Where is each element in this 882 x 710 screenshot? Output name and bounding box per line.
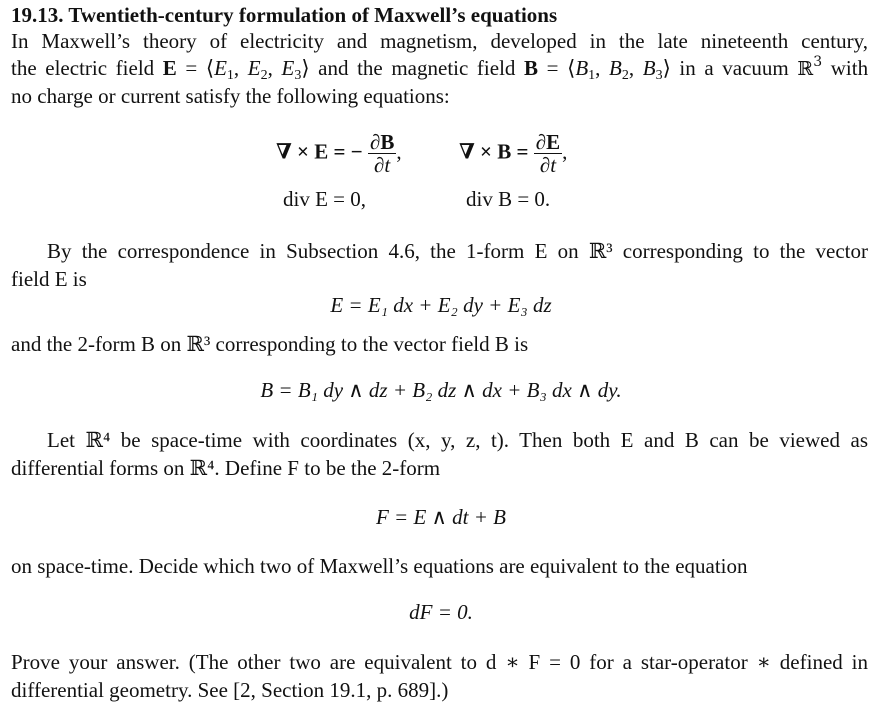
eq-F-definition: F = E ∧ dt + B (375, 505, 507, 529)
para3-line-1-text: Let ℝ⁴ be space-time with coordinates (x, y, z, t). Then both E and B can be viewed as (47, 428, 868, 452)
eq-curl-B-fraction (534, 131, 562, 176)
eq-curl-B-comma: , (562, 139, 568, 164)
eq-curl-E-den: ∂t (374, 153, 391, 177)
para3-line-1 (11, 427, 868, 453)
para4-line-1: Prove your answer. (The other two are equivalent to d ∗ F = 0 for a star-operator ∗ defined in (11, 650, 868, 674)
eq-dF-zero: dF = 0. (409, 600, 473, 624)
eq-curl-B-lhs: ∇ × B = (459, 139, 529, 164)
para2-line-1-text: By the correspondence in Subsection 4.6, the 1-form E on ℝ³ corresponding to the vector (47, 239, 868, 263)
eq-curl-B-num: ∂E (535, 130, 561, 154)
eq-curl-B-den: ∂t (539, 153, 557, 177)
intro-line-1: In Maxwell’s theory of electricity and magnetism, developed in the late nineteenth century, (11, 29, 868, 53)
eq-curl-B (459, 131, 567, 176)
intro-text-a: the electric field (11, 56, 155, 80)
math-B-vector: $B = ⟨B_1$, $B_2$, $B_3⟩$ (524, 56, 671, 83)
para3-line-3: on space-time. Decide which two of Maxwell’s equations are equivalent to the equation (11, 554, 748, 578)
eq-div-E: div E = 0, (283, 187, 367, 211)
intro-text-b: and the magnetic field (318, 56, 516, 80)
exercise-heading: 19.13. Twentieth-century formulation of Maxwell’s equations (11, 3, 558, 27)
eq-curl-E-comma: , (396, 139, 402, 164)
intro-line-3: no charge or current satisfy the following equations: (11, 84, 450, 108)
para2-line-1 (11, 238, 868, 264)
intro-line-2 (11, 55, 868, 82)
math-R3: ℝ$^3$ (797, 54, 823, 80)
para2-line-3: and the 2-form B on ℝ³ corresponding to the vector field B is (11, 332, 529, 356)
eq-one-form-E: E = E₁ dx + E₂ dy + E₃ dz (330, 293, 552, 317)
para4-line-2: differential geometry. See [2, Section 19.1, p. 689].) (11, 678, 449, 702)
para2-line-2: field E is (11, 267, 87, 291)
math-E-vector: $E = ⟨E_1$, $E_2$, $E_3⟩$ (162, 56, 310, 83)
eq-div-B: div B = 0. (466, 187, 551, 211)
eq-curl-E-num: ∂B (369, 130, 395, 154)
para3-line-2: differential forms on ℝ⁴. Define F to be the 2-form (11, 456, 441, 480)
eq-curl-E (276, 131, 402, 176)
eq-curl-E-lhs: ∇ × E = − (276, 139, 363, 164)
intro-text-d: with (830, 56, 869, 80)
intro-text-c: in a vacuum (679, 56, 789, 80)
eq-two-form-B: B = B₁ dy ∧ dz + B₂ dz ∧ dx + B₃ dx ∧ dy. (260, 378, 622, 402)
eq-curl-E-fraction (368, 131, 396, 176)
